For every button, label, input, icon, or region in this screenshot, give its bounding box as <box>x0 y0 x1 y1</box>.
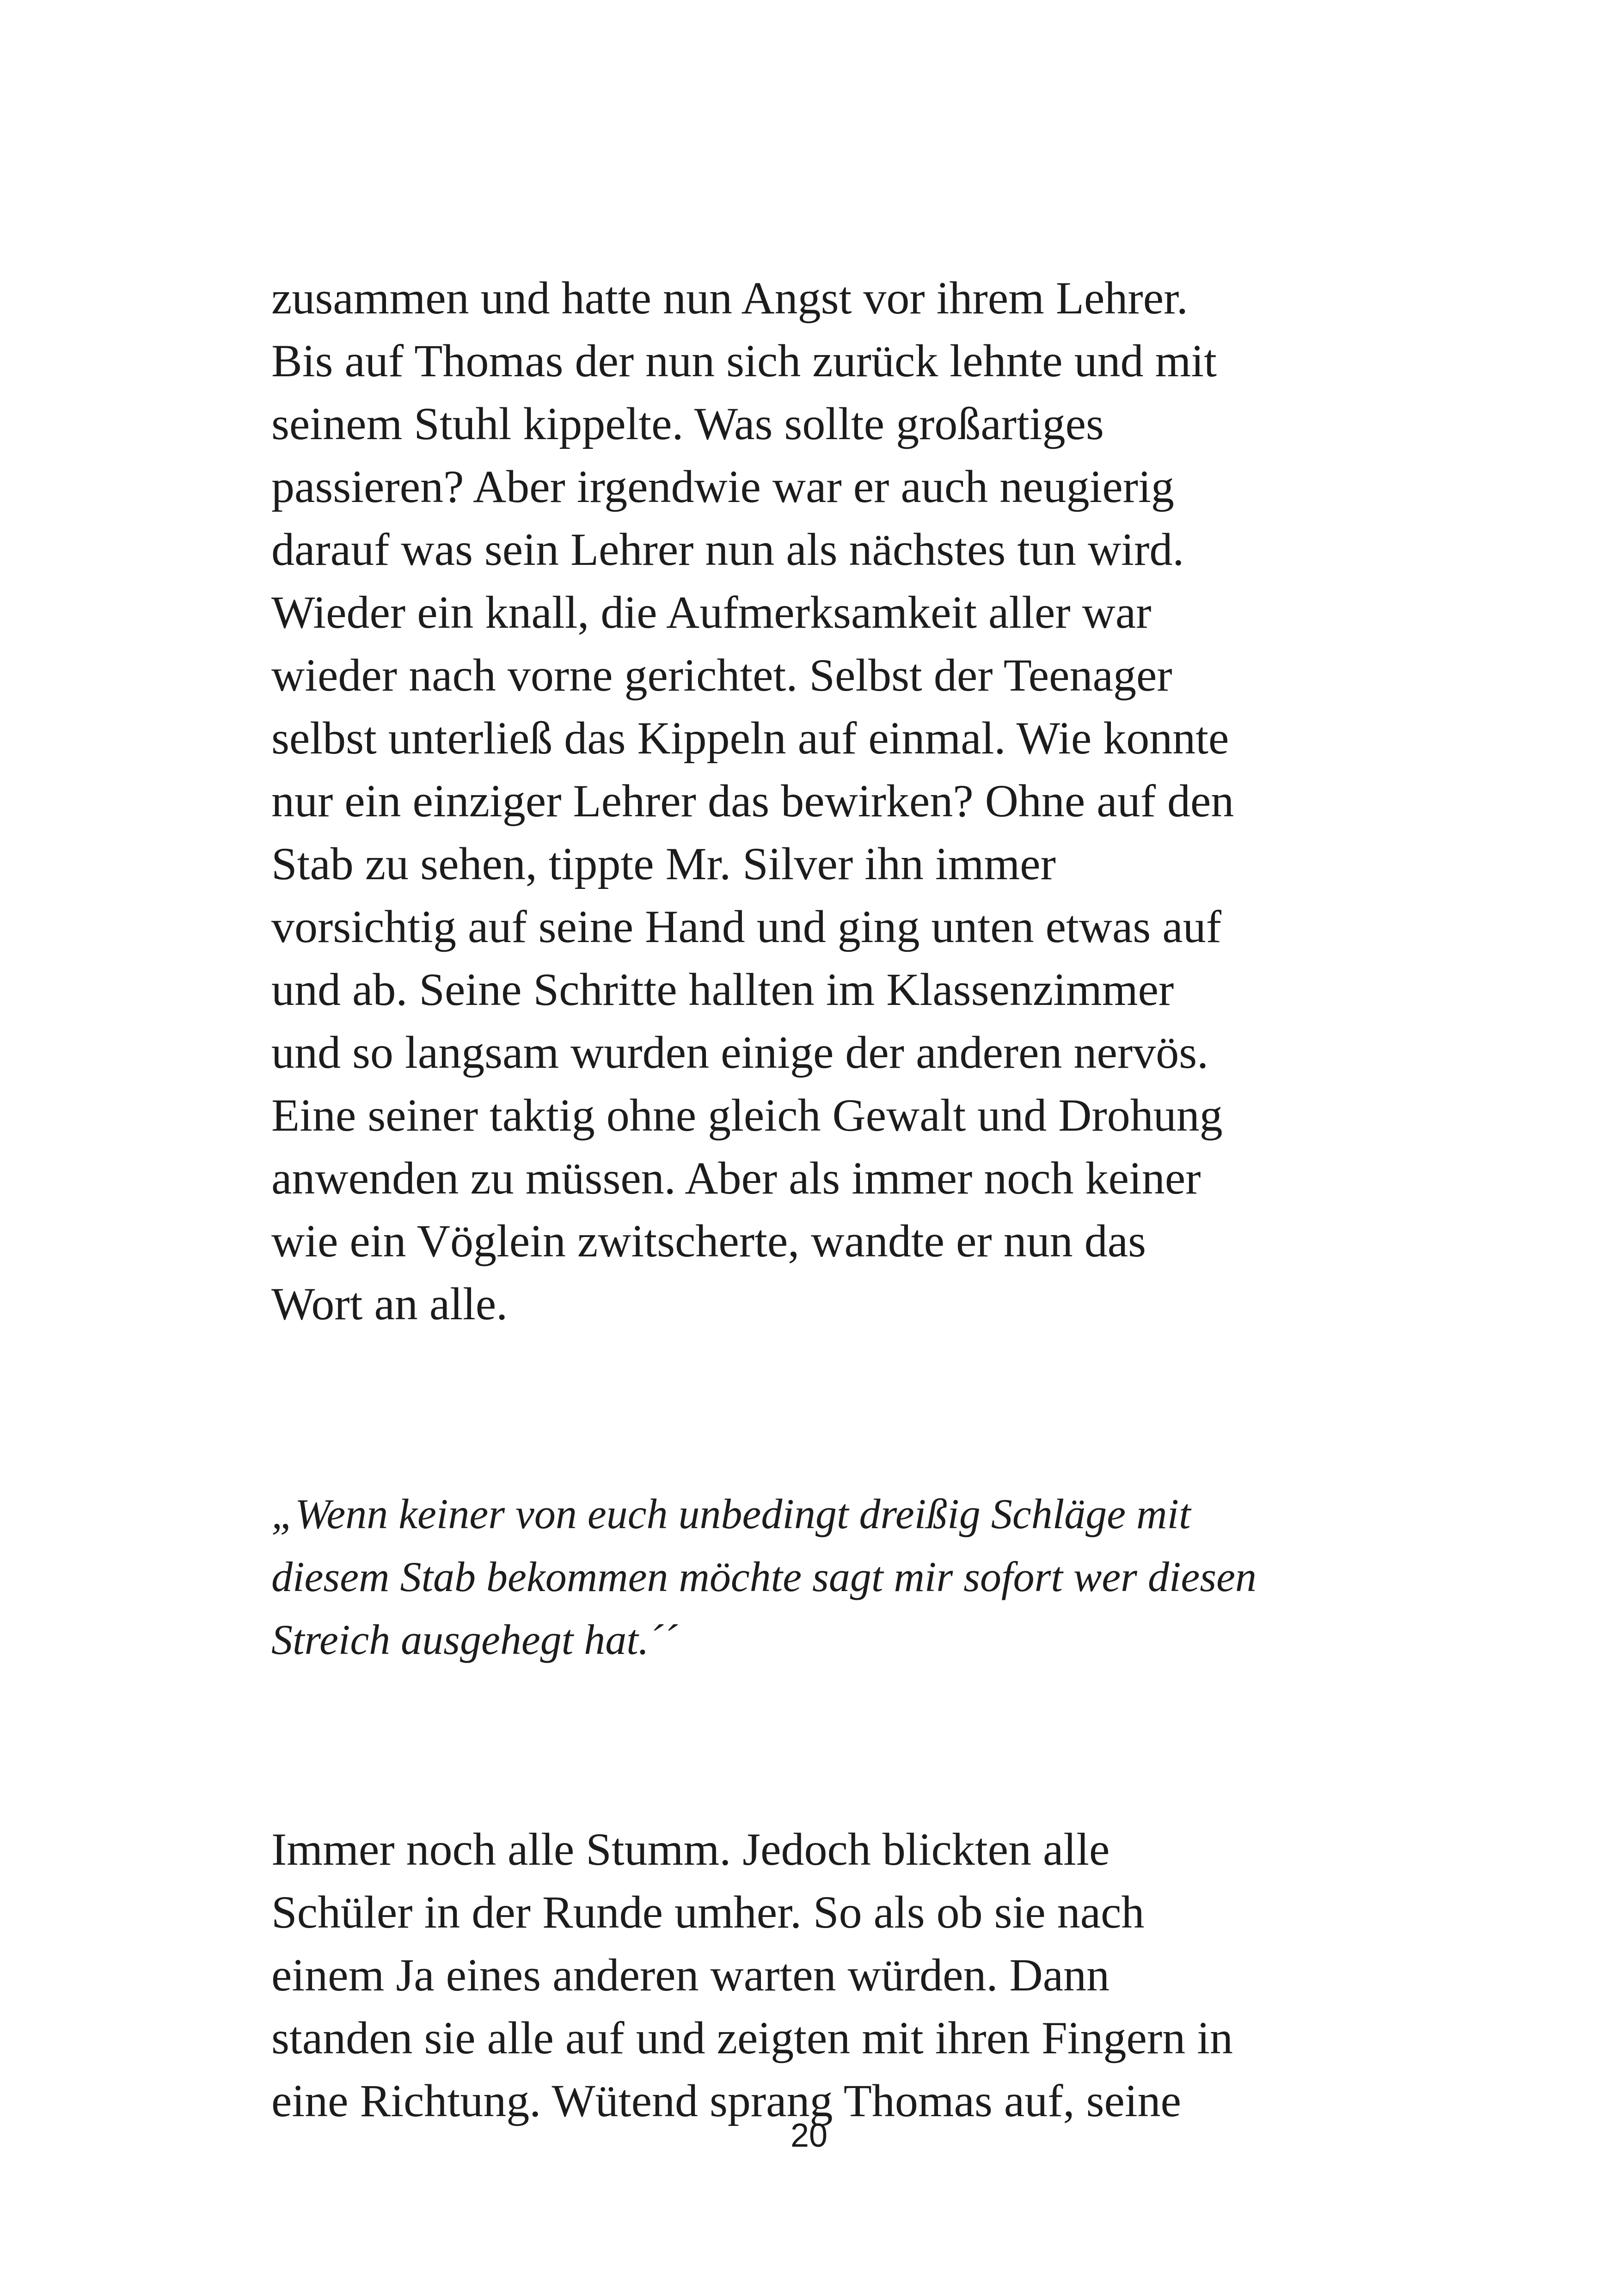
text-line: Eine seiner taktig ohne gleich Gewalt und Drohung <box>271 1090 1223 1141</box>
text-line: selbst unterließ das Kippeln auf einmal. Wie konnte <box>271 712 1229 764</box>
paragraph <box>271 267 1427 1335</box>
text-line: vorsichtig auf seine Hand und ging unten etwas auf <box>271 901 1222 952</box>
text-line: Schüler in der Runde umher. So als ob sie nach <box>271 1886 1145 1938</box>
text-line: und so langsam wurden einige der anderen nervös. <box>271 1027 1209 1078</box>
text-line: zusammen und hatte nun Angst vor ihrem Lehrer. <box>271 272 1188 324</box>
text-line: seinem Stuhl kippelte. Was sollte großartiges <box>271 398 1104 449</box>
text-line: anwenden zu müssen. Aber als immer noch keiner <box>271 1152 1201 1204</box>
text-line: Immer noch alle Stumm. Jedoch blickten alle <box>271 1824 1110 1875</box>
text-line: Wieder ein knall, die Aufmerksamkeit aller war <box>271 587 1152 638</box>
text-line: wie ein Vöglein zwitscherte, wandte er nun das <box>271 1215 1146 1267</box>
quote-line: Streich ausgehegt hat.´´ <box>271 1616 678 1663</box>
quote-line: „Wenn keiner von euch unbedingt dreißig Schläge mit <box>271 1490 1191 1537</box>
body-text <box>271 267 1427 2132</box>
text-line: standen sie alle auf und zeigten mit ihren Fingern in <box>271 2012 1233 2063</box>
page-number: 20 <box>790 2117 828 2154</box>
text-line: Wort an alle. <box>271 1278 508 1329</box>
quote-line: diesem Stab bekommen möchte sagt mir sofort wer diesen <box>271 1553 1257 1600</box>
quoted-speech <box>271 1482 1427 1671</box>
text-line: Bis auf Thomas der nun sich zurück lehnte und mit <box>271 335 1217 386</box>
text-line: Stab zu sehen, tippte Mr. Silver ihn immer <box>271 838 1056 889</box>
text-line: darauf was sein Lehrer nun als nächstes tun wird. <box>271 524 1184 575</box>
text-line: einem Ja eines anderen warten würden. Dann <box>271 1949 1110 2001</box>
text-line: eine Richtung. Wütend sprang Thomas auf, seine <box>271 2075 1182 2126</box>
text-line: und ab. Seine Schritte hallten im Klassenzimmer <box>271 964 1174 1015</box>
paragraph <box>271 1818 1427 2132</box>
text-line: nur ein einziger Lehrer das bewirken? Ohne auf den <box>271 775 1234 827</box>
text-line: wieder nach vorne gerichtet. Selbst der Teenager <box>271 649 1172 701</box>
text-line: passieren? Aber irgendwie war er auch neugierig <box>271 461 1174 512</box>
